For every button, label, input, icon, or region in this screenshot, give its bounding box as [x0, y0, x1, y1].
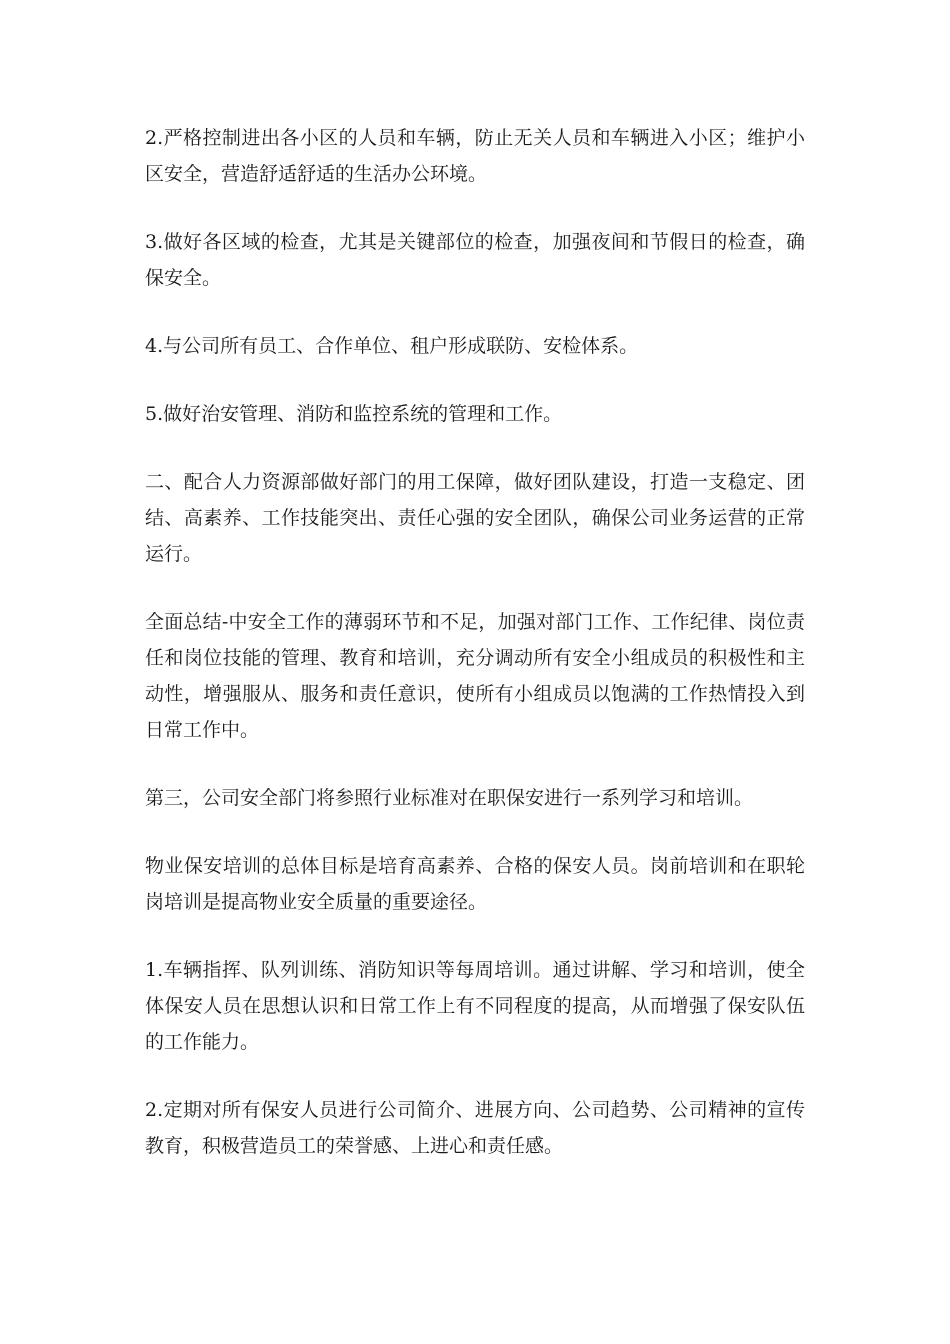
- paragraph-training-item-2: 2.定期对所有保安人员进行公司简介、进展方向、公司趋势、公司精神的宣传教育，积极营造员工的荣誉感、上进心和责任感。: [145, 1099, 805, 1157]
- paragraph-item-3-inspection: 3.做好各区域的检查，尤其是关键部位的检查，加强夜间和节假日的检查，确保安全。: [145, 231, 805, 289]
- paragraph-section-2-team-building: 二、配合人力资源部做好部门的用工保障，做好团队建设，打造一支稳定、团结、高素养、工作技能突出、责任心强的安全团队，确保公司业务运营的正常运行。: [145, 471, 805, 565]
- paragraph-item-2-access-control: 2.严格控制进出各小区的人员和车辆，防止无关人员和车辆进入小区；维护小区安全，营造舒适舒适的生活办公环境。: [145, 127, 805, 185]
- paragraph-training-goal: 物业保安培训的总体目标是培育高素养、合格的保安人员。岗前培训和在职轮岗培训是提高物业安全质量的重要途径。: [145, 855, 805, 913]
- paragraph-item-5-security-management: 5.做好治安管理、消防和监控系统的管理和工作。: [145, 403, 563, 425]
- document-body: [145, 120, 805, 1196]
- paragraph-training-item-1: 1.车辆指挥、队列训练、消防知识等每周培训。通过讲解、学习和培训，使全体保安人员在思想认识和日常工作上有不同程度的提高，从而增强了保安队伍的工作能力。: [145, 959, 805, 1053]
- paragraph-summary: 全面总结-中安全工作的薄弱环节和不足，加强对部门工作、工作纪律、岗位责任和岗位技能的管理、教育和培训，充分调动所有安全小组成员的积极性和主动性，增强服从、服务和责任意识，使所有小组成员以饱满的工作热情投入到日常工作中。: [145, 611, 805, 741]
- paragraph-item-4-joint-defense: 4.与公司所有员工、合作单位、租户形成联防、安检体系。: [145, 335, 639, 357]
- paragraph-section-3-training: 第三，公司安全部门将参照行业标准对在职保安进行一系列学习和培训。: [145, 787, 754, 809]
